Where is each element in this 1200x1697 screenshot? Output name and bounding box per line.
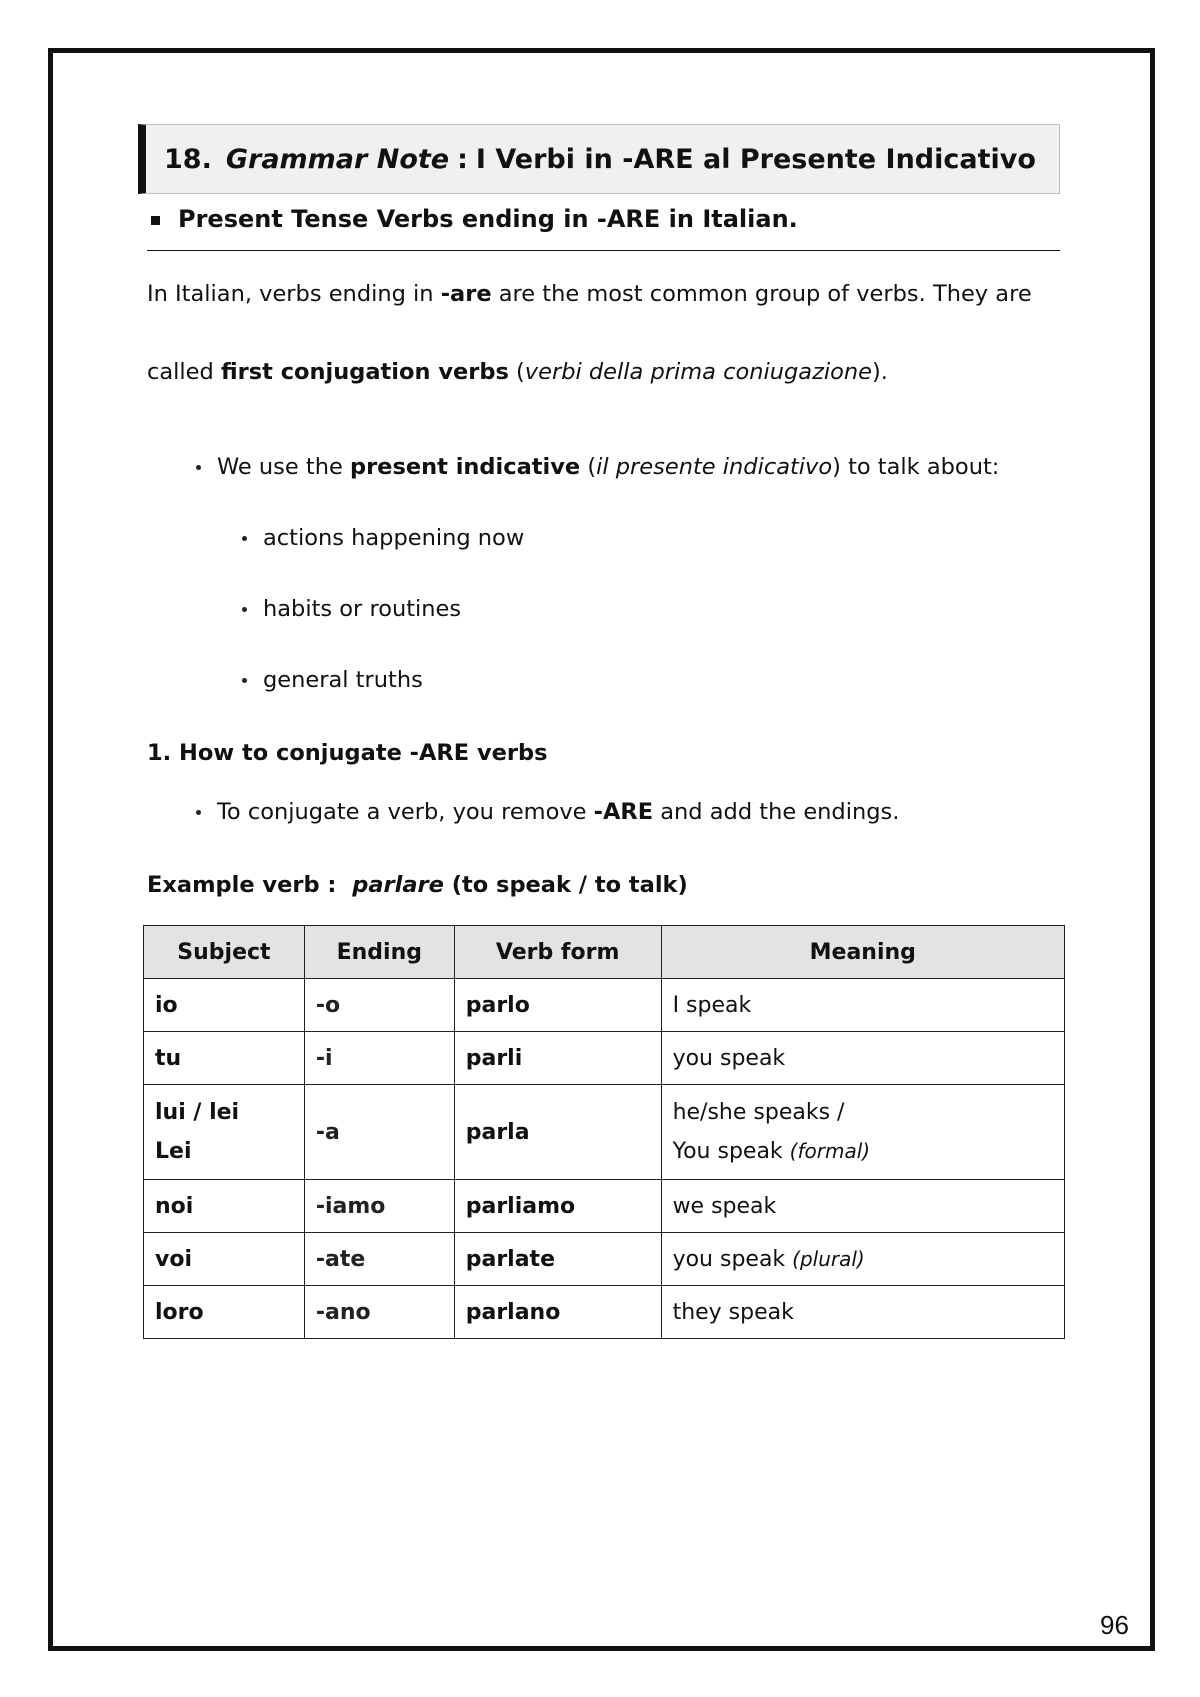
meaning-note: (plural)	[792, 1246, 865, 1271]
section-title-text: I Verbi in -ARE al Presente Indicativo	[475, 143, 1036, 175]
subheading	[147, 205, 1060, 251]
square-bullet-icon	[151, 216, 160, 225]
table-row	[144, 1286, 1065, 1339]
meaning-cell	[661, 1233, 1064, 1286]
usage-item	[242, 667, 423, 693]
subject-line: lui / lei	[155, 1100, 240, 1125]
verb-form-cell: parlate	[454, 1233, 661, 1286]
rule-text: To conjugate a verb, you remove	[217, 799, 594, 825]
intro-text: called	[147, 359, 221, 385]
rule-bullet	[196, 799, 899, 825]
column-header: Meaning	[661, 926, 1064, 979]
ending-cell: -i	[304, 1032, 454, 1085]
intro-paragraph-line-2	[147, 359, 888, 385]
intro-text: In Italian, verbs ending in	[147, 281, 441, 307]
usage-term: present indicative	[349, 454, 581, 480]
example-gloss: (to speak / to talk)	[451, 872, 688, 898]
usage-item	[242, 596, 461, 622]
verb-form-cell: parlano	[454, 1286, 661, 1339]
table-row	[144, 1180, 1065, 1233]
meaning-line	[673, 1139, 1053, 1164]
bullet-dot-icon	[242, 536, 247, 541]
column-header: Ending	[304, 926, 454, 979]
meaning-cell: you speak	[661, 1032, 1064, 1085]
table-header-row	[144, 926, 1065, 979]
usage-text: We use the	[217, 454, 350, 480]
usage-italian-term: il presente indicativo	[596, 454, 833, 480]
intro-term: first conjugation verbs	[220, 359, 509, 385]
table-row	[144, 1032, 1065, 1085]
example-heading	[147, 872, 688, 898]
subject-cell: loro	[144, 1286, 305, 1339]
usage-item	[242, 525, 524, 551]
section-number: 18.	[164, 143, 212, 175]
ending-cell: -iamo	[304, 1180, 454, 1233]
bullet-dot-icon	[242, 678, 247, 683]
subject-cell: voi	[144, 1233, 305, 1286]
meaning-text: you speak	[672, 1246, 793, 1272]
column-header: Subject	[144, 926, 305, 979]
usage-item-text: habits or routines	[263, 596, 462, 622]
subheading-text: Present Tense Verbs ending in -ARE in Italian.	[178, 205, 798, 233]
section-title	[138, 124, 1060, 194]
verb-form-cell: parliamo	[454, 1180, 661, 1233]
table-row	[144, 979, 1065, 1032]
usage-item-text: actions happening now	[263, 525, 525, 551]
conjugation-table	[143, 925, 1065, 1339]
usage-bullet	[196, 454, 999, 480]
intro-paragraph-line-1	[147, 281, 1032, 307]
usage-text: (	[580, 454, 597, 480]
usage-item-text: general truths	[263, 667, 423, 693]
intro-italian-term: verbi della prima coniugazione	[524, 359, 872, 385]
example-label: Example verb :	[147, 872, 337, 898]
subject-line: Lei	[155, 1139, 192, 1164]
meaning-line: he/she speaks /	[672, 1100, 845, 1125]
title-separator: :	[457, 143, 468, 175]
meaning-cell	[661, 1085, 1064, 1180]
table-row	[144, 1233, 1065, 1286]
meaning-text: You speak	[672, 1139, 790, 1164]
verb-form-cell: parlo	[454, 979, 661, 1032]
ending-cell: -ano	[304, 1286, 454, 1339]
bullet-dot-icon	[196, 810, 201, 815]
verb-form-cell: parla	[454, 1085, 661, 1180]
rule-term: -ARE	[593, 799, 654, 825]
ending-cell: -a	[304, 1085, 454, 1180]
bullet-dot-icon	[196, 465, 201, 470]
usage-text: ) to talk about:	[832, 454, 1000, 480]
intro-text: ).	[872, 359, 888, 385]
intro-text: are the most common group of verbs. They are	[491, 281, 1032, 307]
example-verb: parlare	[352, 872, 444, 898]
ending-cell: -o	[304, 979, 454, 1032]
meaning-note: (formal)	[789, 1139, 871, 1163]
section-label: Grammar Note	[225, 143, 450, 175]
subject-cell: noi	[144, 1180, 305, 1233]
column-header: Verb form	[454, 926, 661, 979]
subject-cell: io	[144, 979, 305, 1032]
intro-text: (	[508, 359, 525, 385]
page-number: 96	[1100, 1610, 1129, 1640]
ending-cell: -ate	[304, 1233, 454, 1286]
bullet-dot-icon	[242, 607, 247, 612]
rule-text: and add the endings.	[653, 799, 900, 825]
verb-form-cell: parli	[454, 1032, 661, 1085]
table-row	[144, 1085, 1065, 1180]
subject-cell: tu	[144, 1032, 305, 1085]
meaning-cell: I speak	[661, 979, 1064, 1032]
meaning-cell: we speak	[661, 1180, 1064, 1233]
meaning-cell: they speak	[661, 1286, 1064, 1339]
intro-ending: -are	[440, 281, 492, 307]
subject-cell	[144, 1085, 305, 1180]
section-heading: 1. How to conjugate -ARE verbs	[147, 740, 548, 766]
